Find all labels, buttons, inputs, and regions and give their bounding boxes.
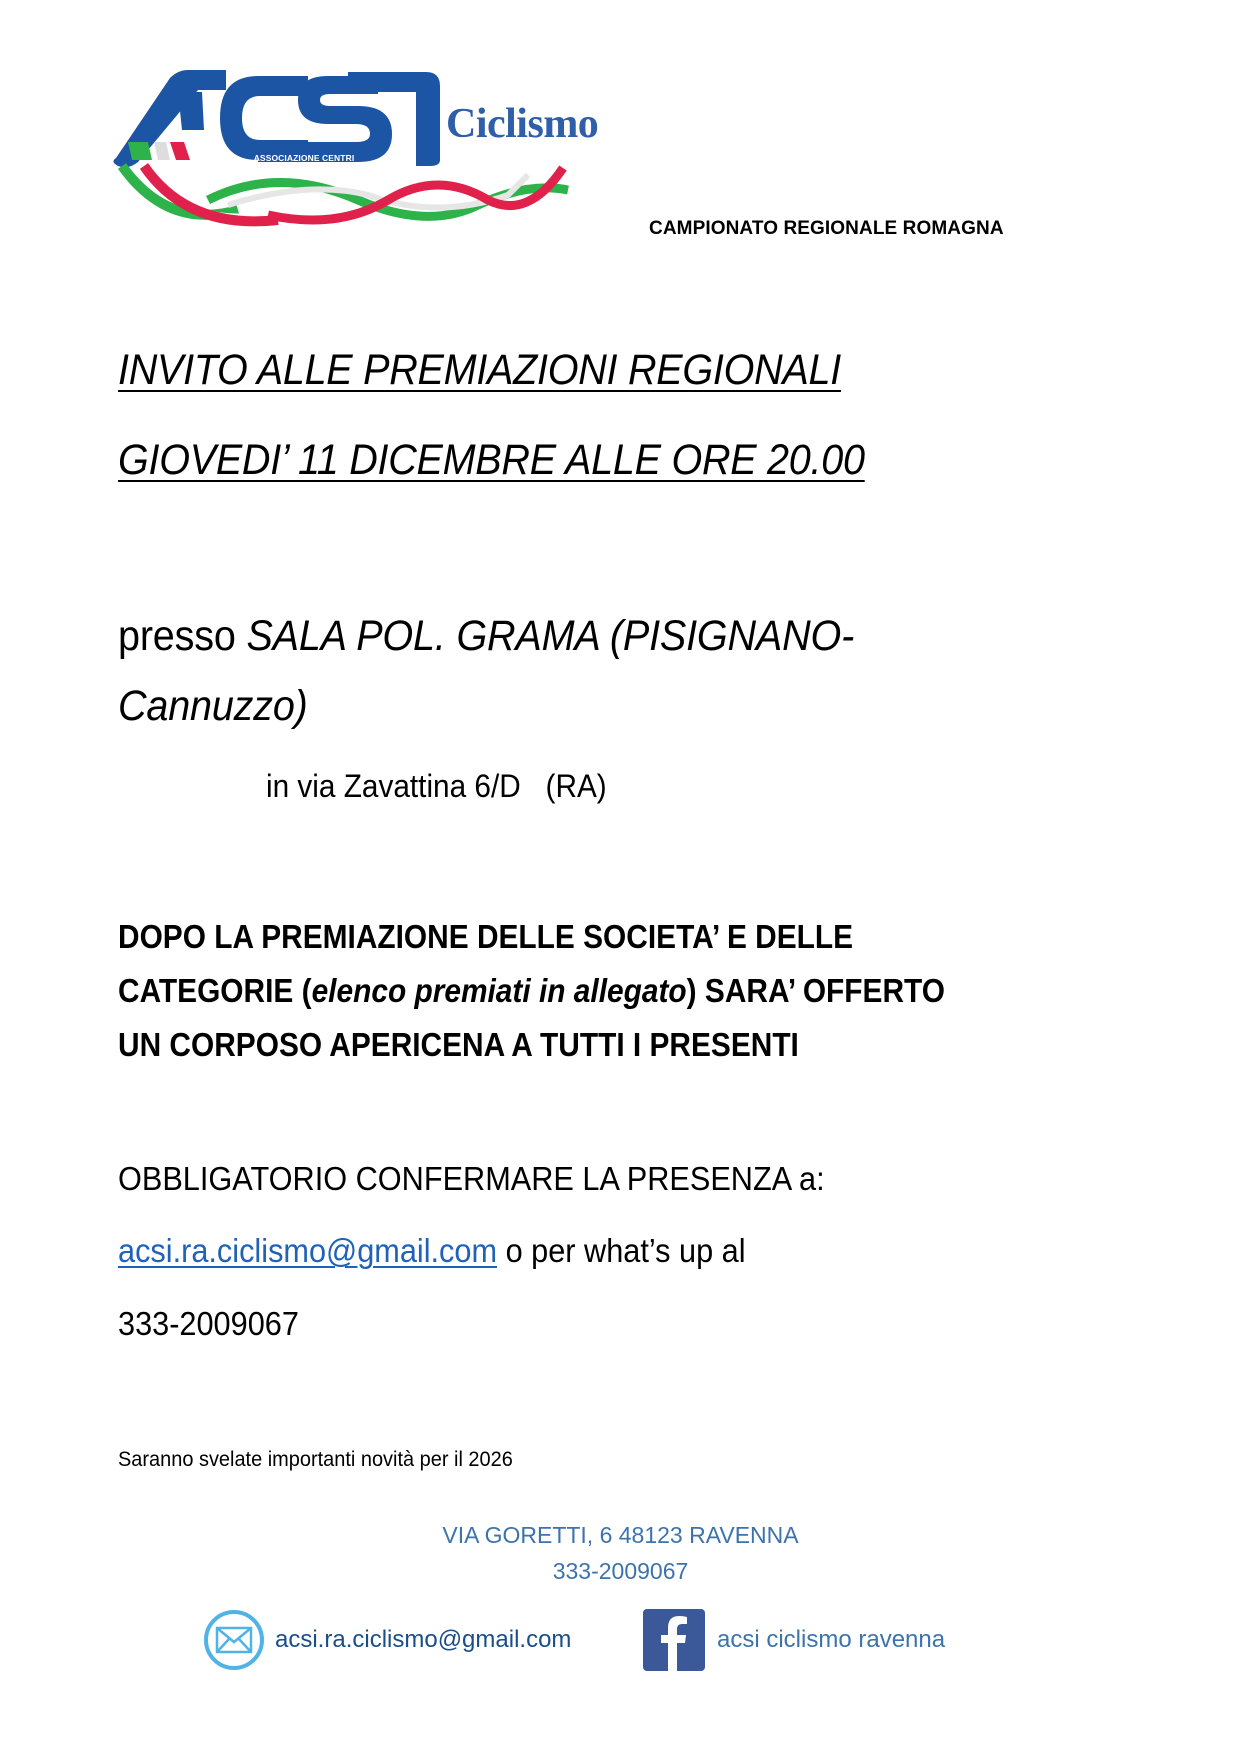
invitation-title: INVITO ALLE PREMIAZIONI REGIONALI (118, 346, 841, 394)
invitation-date: GIOVEDI’ 11 DICEMBRE ALLE ORE 20.00 (118, 436, 865, 484)
logo-tagline-line1: ASSOCIAZIONE CENTRI (253, 153, 355, 163)
rsvp-contact (118, 1232, 746, 1270)
attachment-note: elenco premiati in allegato (311, 972, 687, 1009)
venue-line-2 (118, 682, 308, 731)
footer-address: VIA GORETTI, 6 48123 RAVENNA (442, 1522, 799, 1548)
program-line-1: DOPO LA PREMIAZIONE DELLE SOCIETA’ E DELLE (118, 918, 854, 955)
footer-facebook-contact[interactable] (643, 1608, 945, 1672)
acsi-ciclismo-logo (108, 70, 628, 235)
venue-address: in via Zavattina 6/D (RA) (266, 768, 607, 804)
program-line-2 (118, 964, 945, 1018)
championship-title: CAMPIONATO REGIONALE ROMAGNA (649, 218, 1004, 239)
footer-facebook[interactable]: acsi ciclismo ravenna (717, 1626, 946, 1653)
facebook-icon (643, 1609, 705, 1671)
logo-subtitle: Ciclismo (446, 101, 599, 147)
program-line-3: UN CORPOSO APERICENA A TUTTI I PRESENTI (118, 1026, 799, 1063)
venue-name: SALA POL. GRAMA (PISIGNANO- (246, 612, 855, 660)
venue-line (118, 612, 854, 661)
venue-name-cont: Cannuzzo) (118, 682, 308, 730)
rsvp-instruction: OBBLIGATORIO CONFERMARE LA PRESENZA a: (118, 1160, 825, 1197)
program-text: ) SARA’ OFFERTO (686, 972, 945, 1009)
logo-tagline-line2: SPORTIVI ITALIANI (264, 163, 344, 173)
footer-phone: 333-2009067 (552, 1558, 689, 1584)
rsvp-whatsapp-text: o per what’s up al (497, 1232, 746, 1269)
rsvp-email-link[interactable]: acsi.ra.ciclismo@gmail.com (118, 1232, 498, 1269)
news-note: Saranno svelate importanti novità per il 2026 (118, 1448, 513, 1471)
venue-prefix: presso (118, 612, 247, 660)
rsvp-phone: 333-2009067 (118, 1305, 299, 1342)
footer-email[interactable]: acsi.ra.ciclismo@gmail.com (275, 1626, 572, 1653)
footer-email-contact[interactable] (203, 1608, 571, 1672)
logo-tagline (239, 153, 369, 173)
envelope-icon (203, 1609, 265, 1671)
program-text: CATEGORIE ( (118, 972, 312, 1009)
